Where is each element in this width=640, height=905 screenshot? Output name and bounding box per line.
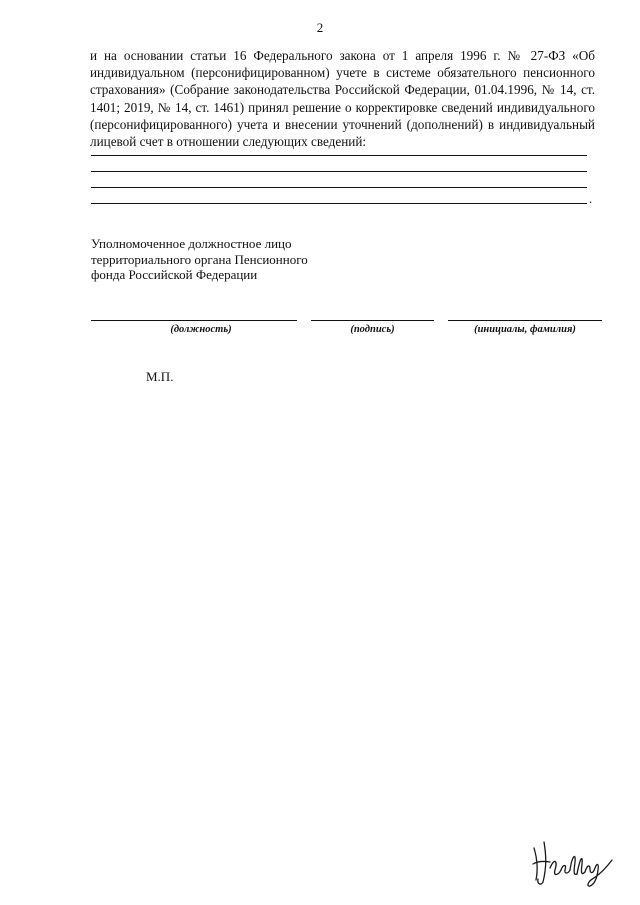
- fill-in-line: [91, 187, 587, 188]
- stamp-place-label: М.П.: [146, 369, 174, 384]
- page-number: 2: [316, 20, 324, 35]
- body-paragraph: и на основании статьи 16 Федерального закона от 1 апреля 1996 г. № 27-ФЗ «Об индивидуальном (персонифицированном) учете в системе обязательного пенсионного страхования» (Собрание законодательства Российской Федерации, 01.04.1996, № 14, ст. 1401; 2019, № 14, ст. 1461) принял решение о корректировке сведений индивидуального (персонифицированного) учета и внесении уточнений (дополнений) в индивидуальный лицевой счет в отношении следующих сведений:: [90, 48, 595, 150]
- signature-caption: (подпись): [350, 324, 395, 335]
- signature-line: [311, 320, 434, 321]
- official-title-line: фонда Российской Федерации: [91, 267, 258, 282]
- official-title-line: территориального органа Пенсионного: [91, 251, 308, 267]
- official-title-line: Уполномоченное должностное лицо: [91, 236, 292, 251]
- official-title: [91, 236, 308, 283]
- handwritten-initials-signature: [528, 834, 618, 888]
- fill-in-line: [91, 155, 587, 156]
- fill-end-mark: .: [589, 191, 593, 206]
- name-line: [448, 320, 602, 321]
- position-caption: (должность): [170, 324, 232, 335]
- fill-in-line: [91, 203, 587, 204]
- name-caption: (инициалы, фамилия): [474, 324, 576, 335]
- fill-in-line: [91, 171, 587, 172]
- position-line: [91, 320, 297, 321]
